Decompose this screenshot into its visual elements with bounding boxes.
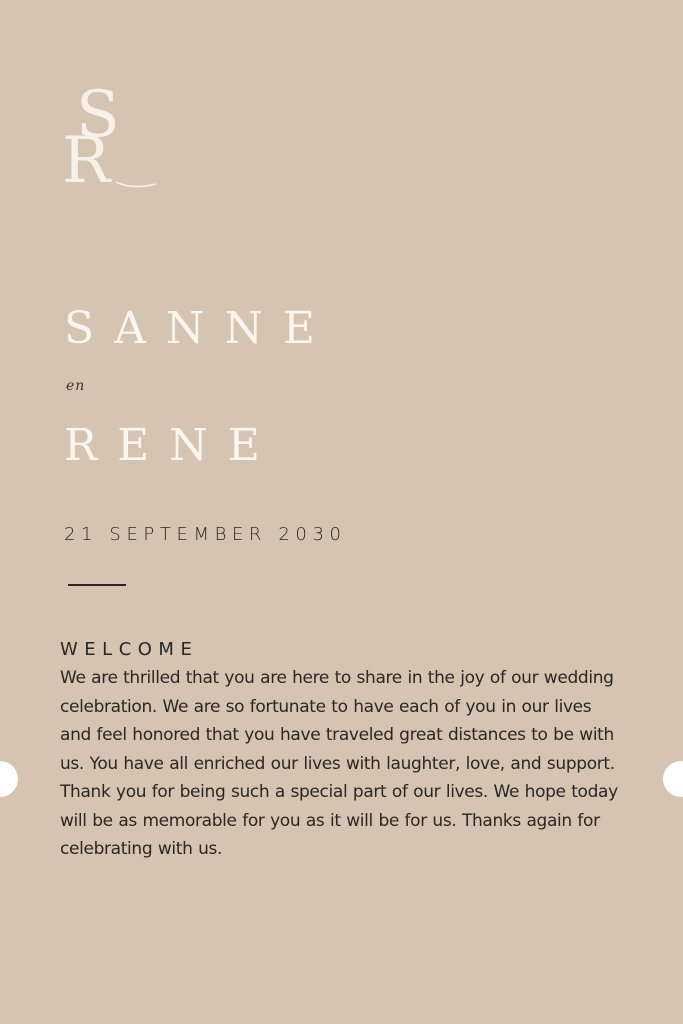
welcome-message: We are thrilled that you are here to share in the joy of our wedding celebration. We are so fortunate to have each of you in our lives and feel honored that you have traveled great distances to be with us. You have all enriched our lives with laughter, love, and support. Thank you for being such a special part of our lives. We hope today will be as memorable for you as it will be for us. Thanks again for celebrating with us.	[60, 668, 618, 859]
first-name: SANNE	[64, 303, 336, 354]
event-date: 21 SEPTEMBER 2030	[64, 524, 347, 545]
divider	[68, 584, 126, 586]
left-notch	[0, 761, 18, 797]
welcome-heading: WELCOME	[60, 639, 199, 660]
monogram-logo	[58, 66, 168, 196]
second-name: RENE	[64, 420, 280, 471]
svg-text:S: S	[76, 78, 120, 152]
right-notch	[663, 761, 683, 797]
name-conjunction: en	[66, 378, 86, 394]
svg-text:R: R	[62, 124, 111, 196]
